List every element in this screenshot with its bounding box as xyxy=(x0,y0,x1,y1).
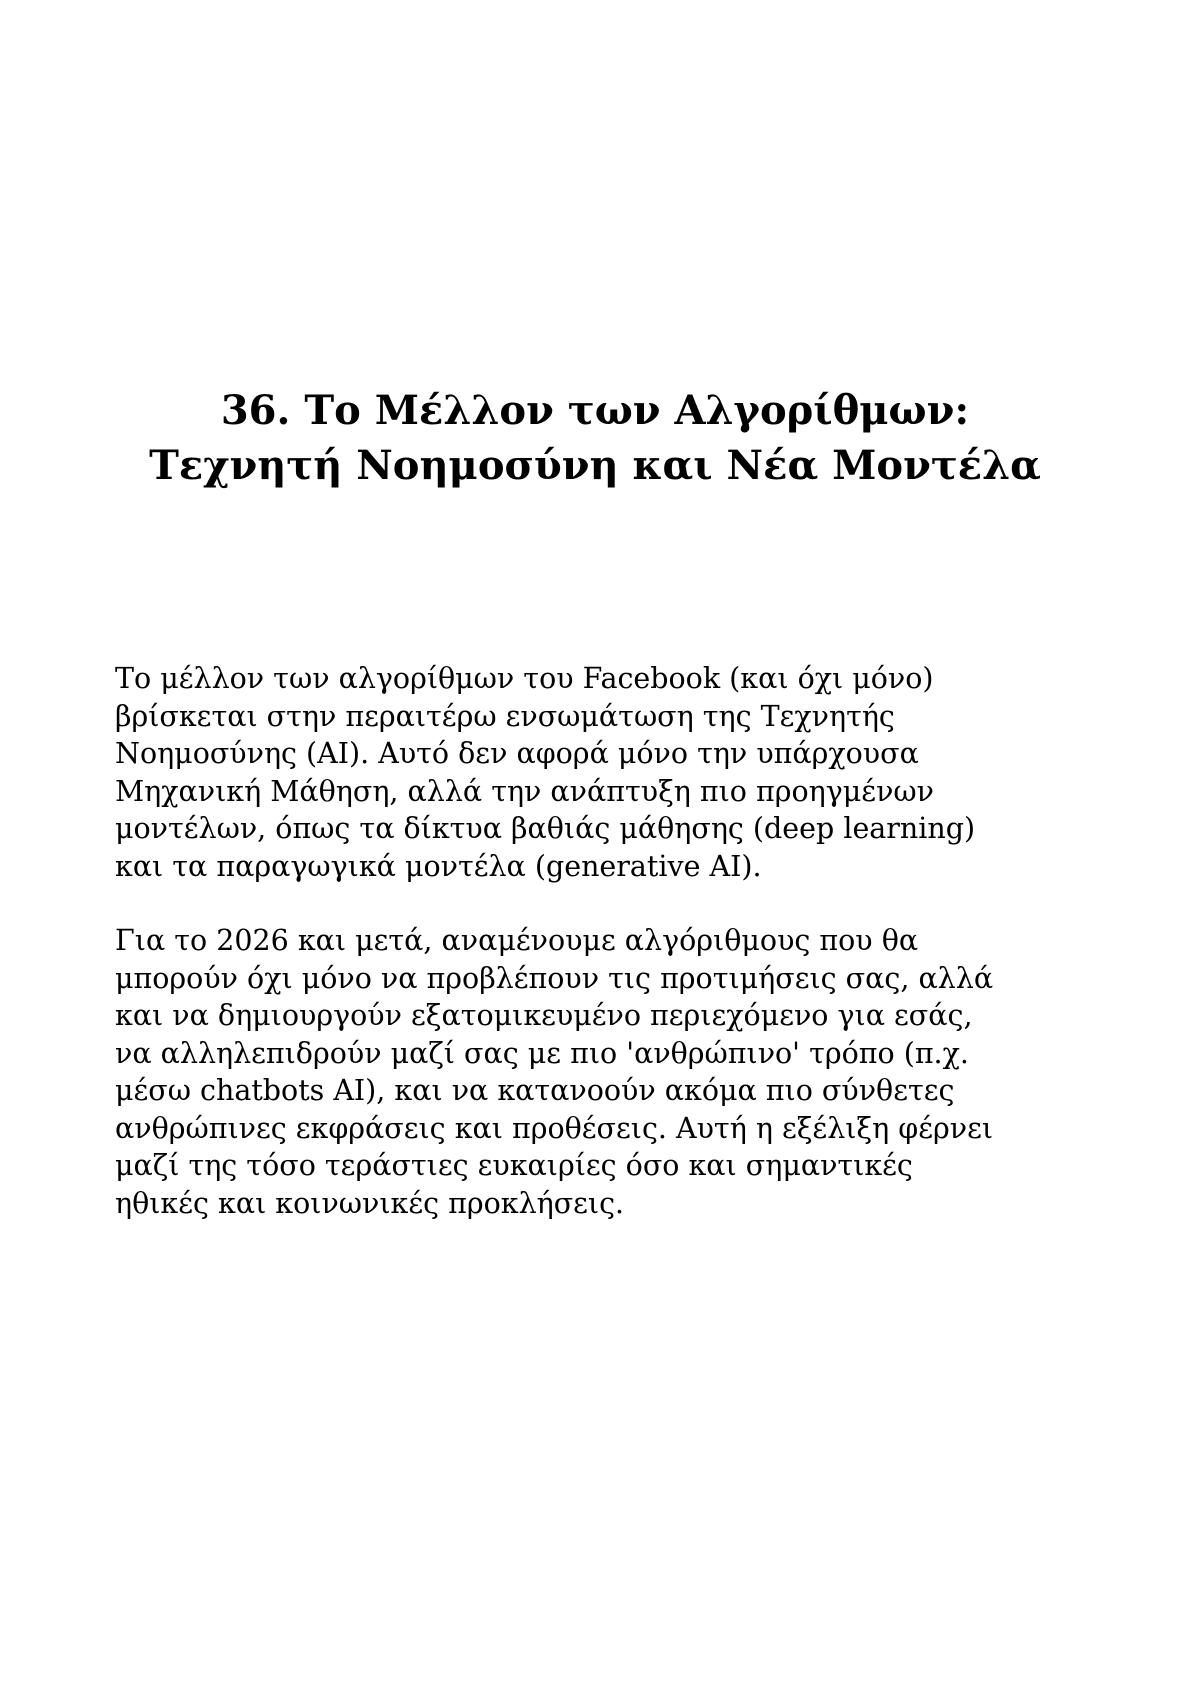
paragraph-line: βρίσκεται στην περαιτέρω ενσωμάτωση της Τεχνητής xyxy=(115,699,895,733)
paragraph-line: μαζί της τόσο τεράστιες ευκαιρίες όσο και σημαντικές xyxy=(115,1149,913,1182)
paragraph-ai-future xyxy=(115,660,1085,885)
paragraph-line: μέσω chatbots AI), και να κατανοούν ακόμα πιο σύνθετες xyxy=(115,1074,955,1107)
body-text xyxy=(115,660,1085,1259)
paragraph-line: μοντέλων, όπως τα δίκτυα βαθιάς μάθησης (deep learning) xyxy=(115,812,976,845)
chapter-title-line: Τεχνητή Νοημοσύνη και Νέα Μοντέλα xyxy=(149,442,1041,489)
paragraph-line: Μηχανική Μάθηση, αλλά την ανάπτυξη πιο προηγμένων xyxy=(115,774,934,808)
chapter-title-line: 36. Το Μέλλον των Αλγορίθμων: xyxy=(220,387,970,434)
paragraph-line: ηθικές και κοινωνικές προκλήσεις. xyxy=(115,1186,625,1220)
paragraph-line: να αλληλεπιδρούν μαζί σας με πιο 'ανθρώπινο' τρόπο (π.χ. xyxy=(115,1036,969,1070)
paragraph-line: Νοημοσύνης (AI). Αυτό δεν αφορά μόνο την υπάρχουσα xyxy=(115,737,919,770)
paragraph-line: και τα παραγωγικά μοντέλα (generative AI). xyxy=(115,849,762,883)
chapter-title xyxy=(0,383,1190,493)
paragraph-line: ανθρώπινες εκφράσεις και προθέσεις. Αυτή η εξέλιξη φέρνει xyxy=(115,1111,994,1145)
paragraph-line: και να δημιουργούν εξατομικευμένο περιεχόμενο για εσάς, xyxy=(115,999,973,1032)
paragraph-line: μπορούν όχι μόνο να προβλέπουν τις προτιμήσεις σας, αλλά xyxy=(115,961,994,995)
paragraph-line: Για το 2026 και μετά, αναμένουμε αλγόριθμους που θα xyxy=(115,924,919,957)
paragraph-2026-outlook xyxy=(115,922,1085,1222)
paragraph-line: Το μέλλον των αλγορίθμων του Facebook (και όχι μόνο) xyxy=(115,662,934,695)
